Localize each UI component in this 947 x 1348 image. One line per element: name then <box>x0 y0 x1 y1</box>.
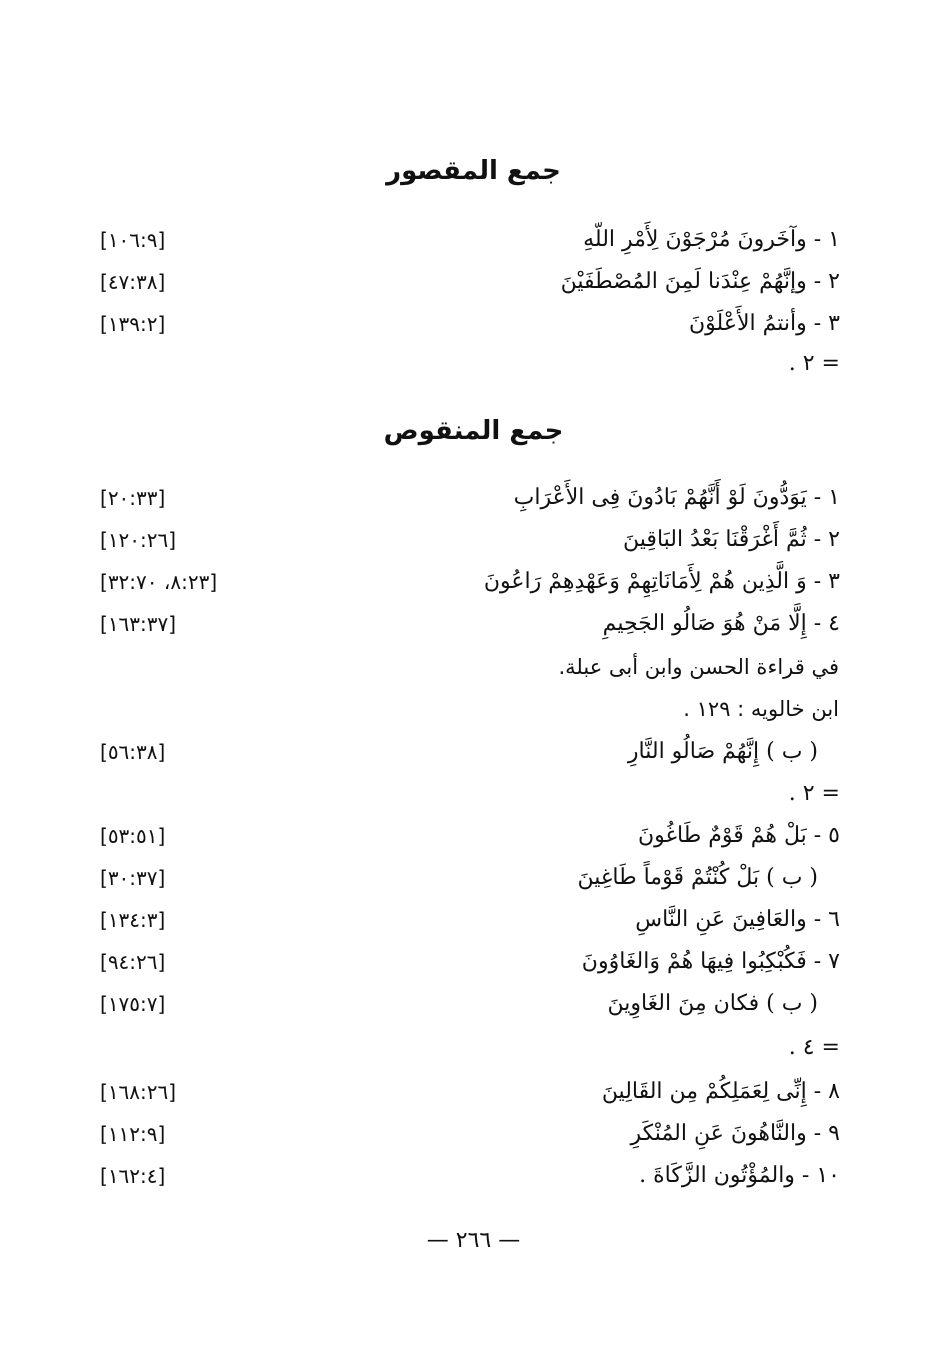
source-note: ابن خالويه : ١٢٩ . <box>683 697 839 721</box>
count-total: = ٢ . <box>788 781 840 806</box>
list-item <box>100 564 840 600</box>
verse-text: ( ب ) إِنَّهُمْ صَالُو النَّارِ <box>627 739 818 764</box>
verse-reference: [٤٧:٣٨] <box>100 270 166 294</box>
verse-text: ٨ - إِنِّى لِعَمَلِكُمْ مِن القَالِينَ <box>601 1079 840 1104</box>
verse-text: ١ - وآخَرونَ مُرْجَوْنَ لِأَمْرِ اللّهِ <box>583 227 840 252</box>
verse-reference: [٨:٢٣، ٣٢:٧٠] <box>100 570 218 594</box>
total-line <box>100 1030 840 1066</box>
total-line <box>100 346 840 382</box>
verse-text: ٣ - وأنتمُ الأَعْلَوْنَ <box>689 311 840 336</box>
verse-text: ٤ - إِلَّا مَنْ هُوَ صَالُو الجَحِيمِ <box>602 611 840 636</box>
verse-text: ٩ - والنَّاهُونَ عَنِ المُنْكَرِ <box>630 1121 840 1146</box>
verse-text: ٣ - وَ الَّذِين هُمْ لِأَمَانَاتِهِمْ وَعَهْدِهِمْ رَاعُونَ <box>483 569 840 594</box>
verse-reference: [١٣٤:٣] <box>100 908 166 932</box>
verse-reference: [١٧٥:٧] <box>100 992 166 1016</box>
list-item <box>100 1116 840 1152</box>
list-item <box>100 860 840 896</box>
list-item <box>100 480 840 516</box>
verse-text: ١ - يَوَدُّونَ لَوْ أَنَّهُمْ بَادُونَ فِى الأَعْرَابِ <box>513 485 840 510</box>
verse-text: ٥ - بَلْ هُمْ قَوْمٌ طَاغُونَ <box>638 823 840 848</box>
list-item <box>100 902 840 938</box>
list-item <box>100 986 840 1022</box>
count-total: = ٤ . <box>788 1035 840 1060</box>
verse-text: ٢ - ثُمَّ أَغْرَقْنَا بَعْدُ البَاقِينَ <box>623 527 840 552</box>
verse-text: ٧ - فَكُبْكِبُوا فِيهَا هُمْ وَالغَاوُونَ <box>581 949 840 974</box>
list-item <box>100 818 840 854</box>
list-item <box>100 1074 840 1110</box>
verse-reference: [١٦٣:٣٧] <box>100 612 177 636</box>
verse-reference: [٥٦:٣٨] <box>100 740 166 764</box>
verse-text: ٢ - وإنَّهُمْ عِنْدَنا لَمِنَ المُصْطَفَيْنَ <box>560 269 840 294</box>
list-item <box>100 1158 840 1194</box>
total-line <box>100 776 840 812</box>
list-item <box>100 306 840 342</box>
list-item <box>100 222 840 258</box>
verse-reference: [٥٣:٥١] <box>100 824 166 848</box>
count-total: = ٢ . <box>788 351 840 376</box>
verse-reference: [٢٠:٣٣] <box>100 486 166 510</box>
reading-note: في قراءة الحسن وابن أبى عبلة. <box>558 655 839 679</box>
verse-reference: [١٠٦:٩] <box>100 228 166 252</box>
verse-text: ( ب ) بَلْ كُنْتُمْ قَوْماً طَاغِينَ <box>577 865 818 890</box>
verse-reference: [١١٢:٩] <box>100 1122 166 1146</box>
verse-text: ٦ - والعَافِينَ عَنِ النَّاسِ <box>635 907 840 932</box>
list-item <box>100 944 840 980</box>
verse-reference: [١٣٩:٢] <box>100 312 166 336</box>
verse-reference: [٣٠:٣٧] <box>100 866 166 890</box>
verse-reference: [١٢٠:٢٦] <box>100 528 177 552</box>
list-item <box>100 264 840 300</box>
verse-text: ( ب ) فكان مِنَ الغَاوِينَ <box>607 991 818 1016</box>
verse-reference: [٩٤:٢٦] <box>100 950 166 974</box>
list-item <box>100 734 840 770</box>
list-item <box>100 606 840 642</box>
section-title-manqus: جمع المنقوص <box>383 416 564 446</box>
list-item <box>100 522 840 558</box>
section-title-maqsur: جمع المقصور <box>386 156 561 186</box>
verse-reference: [١٦٢:٤] <box>100 1164 166 1188</box>
page-number: — ٢٦٦ — <box>426 1228 521 1253</box>
verse-text: ١٠ - والمُؤْتُون الزَّكَاةَ . <box>639 1163 840 1188</box>
verse-reference: [١٦٨:٢٦] <box>100 1080 177 1104</box>
